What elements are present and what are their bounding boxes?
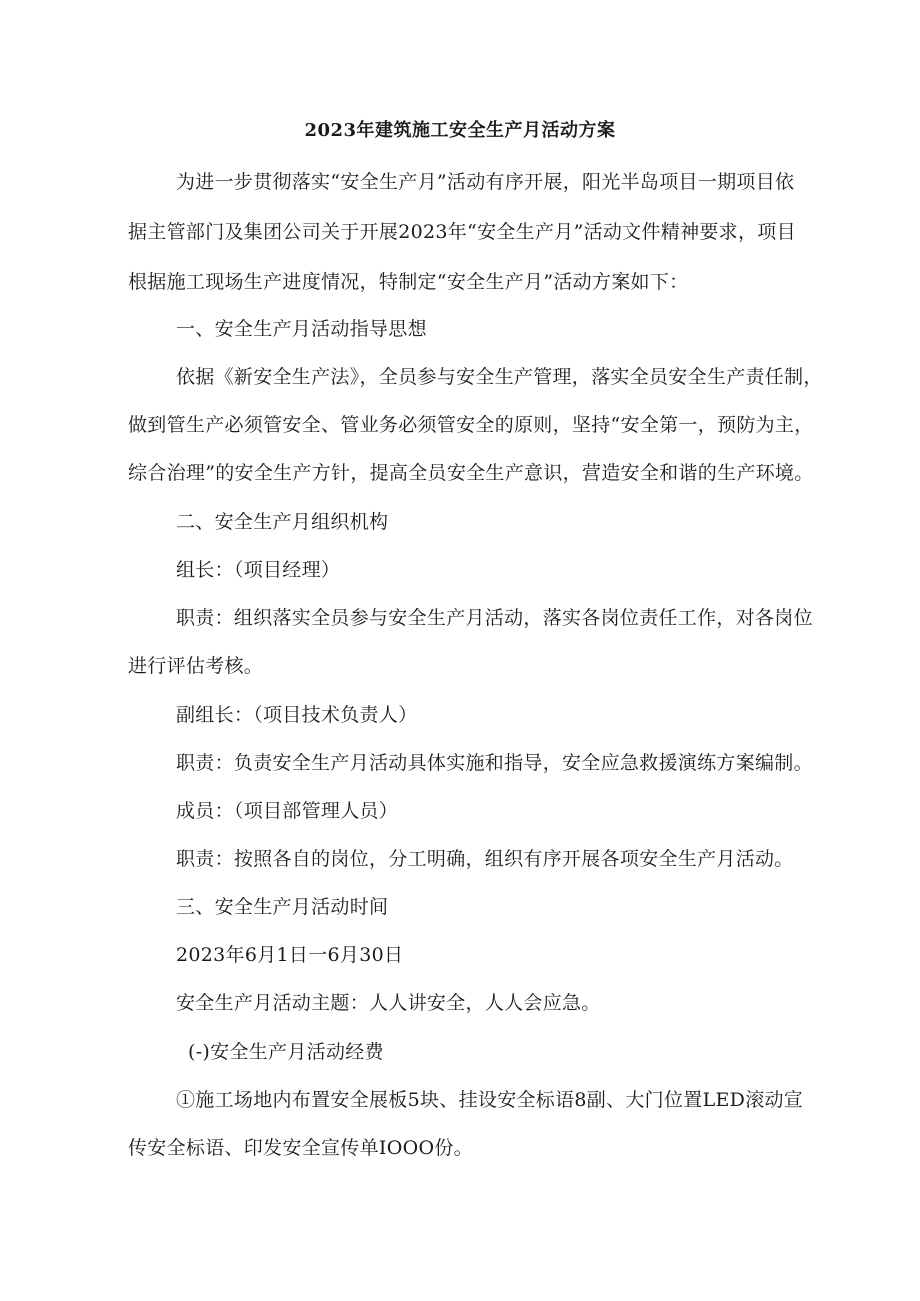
section-heading: 一、安全生产月活动指导思想 [176,318,427,340]
sub-heading: (-)安全生产月活动经费 [188,1041,384,1063]
section-heading: 二、安全生产月组织机构 [176,511,389,533]
paragraph-line: 组长：（项目经理） [176,559,341,581]
paragraph-line: 进行评估考核。 [128,655,264,677]
paragraph-line: 依据《新安全生产法》，全员参与安全生产管理，落实全员安全生产责任制， [176,366,823,388]
paragraph-line: 职责：负责安全生产月活动具体实施和指导，安全应急救援演练方案编制。 [176,752,813,774]
paragraph-line: 据主管部门及集团公司关于开展2023年“安全生产月”活动文件精神要求，项目 [128,221,796,243]
paragraph-line: 做到管生产必须管安全、管业务必须管安全的原则，坚持“安全第一，预防为主， [128,414,814,436]
paragraph-line: 职责：按照各自的岗位，分工明确，组织有序开展各项安全生产月活动。 [176,848,794,870]
paragraph-line: ①施工场地内布置安全展板5块、挂设安全标语8副、大门位置LED滚动宣 [176,1089,804,1111]
paragraph-line: 副组长：（项目技术负责人） [176,704,418,726]
paragraph-line: 安全生产月活动主题：人人讲安全，人人会应急。 [176,992,601,1014]
paragraph-line: 2023年6月1日一6月30日 [176,944,404,966]
section-heading: 三、安全生产月活动时间 [176,896,389,918]
paragraph-line: 综合治理”的安全生产方针，提高全员安全生产意识，营造安全和谐的生产环境。 [128,462,814,484]
paragraph-line: 成员：（项目部管理人员） [176,800,399,822]
paragraph-line: 职责：组织落实全员参与安全生产月活动，落实各岗位责任工作，对各岗位 [176,607,813,629]
paragraph-line: 根据施工现场生产进度情况，特制定“安全生产月”活动方案如下： [128,271,689,293]
document-title: 2023年建筑施工安全生产月活动方案 [304,120,616,141]
paragraph-line: 为进一步贯彻落实“安全生产月”活动有序开展，阳光半岛项目一期项目依 [176,171,795,193]
paragraph-line: 传安全标语、印发安全宣传单IOOO份。 [128,1137,473,1159]
